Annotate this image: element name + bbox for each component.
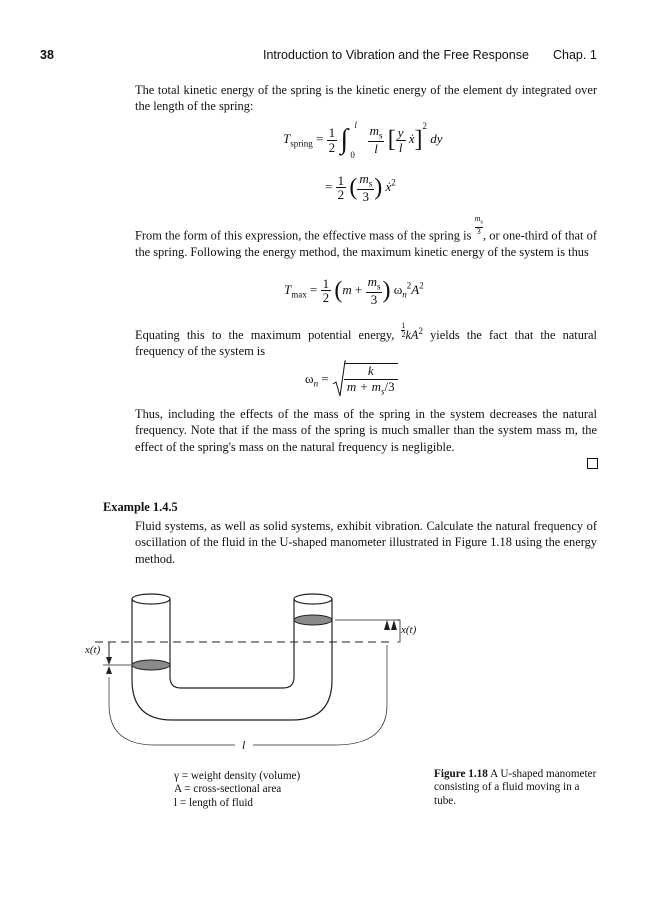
paragraph-potential-energy: Equating this to the maximum potential energy, $\frac{1}{2}$ $kA^2$ yields the fact that the natural frequency of the system is — [135, 321, 597, 359]
left-tube-opening — [132, 594, 170, 604]
tube-inner-wall — [170, 599, 294, 688]
right-arrow-head-up-2 — [391, 620, 397, 630]
running-title: Introduction to Vibration and the Free Response — [263, 48, 529, 62]
equation-t-spring: $T_{spring}$ = $\frac{1}{2}$ ∫ l 0 $\frac{m_s}{l}$ [ $\frac{y}{l}$ ẋ]$^2$ dy — [283, 120, 443, 161]
length-label: l — [242, 738, 246, 752]
left-fluid-surface — [132, 660, 170, 670]
eq1-integral: ∫ l 0 — [340, 120, 357, 161]
equation-natural-frequency: $\omega_n$ = $\frac{k}{m + m_s/3}$ — [305, 360, 398, 400]
paragraph-effective-mass: From the form of this expression, the effective mass of the spring is $\frac{m_s}{3}$ , or one-third of that of the spring. Following the energy method, the maximum kinetic energy of the system is thus — [135, 214, 597, 259]
eq1-half: $\frac{1}{2}$ — [328, 124, 336, 155]
legend-gamma: γ = weight density (volume) — [174, 770, 301, 782]
end-of-example-square — [587, 458, 598, 469]
paragraph-conclusion: Thus, including the effects of the mass of the spring in the system decreases the natural frequency. Note that if the mass of the spring is much smaller than the system mass m, the effect of the spring's mass on the natural frequency is negligible. — [135, 407, 597, 454]
eq1-ms-over-l: $\frac{m_s}{l}$ — [369, 123, 383, 157]
figure-caption-text: A U-shaped manometer consisting of a fluid moving in a tube. — [434, 768, 597, 807]
length-line-right — [253, 645, 387, 745]
chapter-label: Chap. 1 — [553, 48, 597, 62]
paragraph-kinetic-energy: The total kinetic energy of the spring is the kinetic energy of the element dy integrated over the length of the spring: — [135, 83, 597, 114]
u-tube-manometer-figure — [95, 585, 435, 760]
eq1-dy: dy — [430, 131, 443, 146]
left-arrow-head-up — [106, 666, 112, 674]
example-title: Example 1.4.5 — [103, 500, 178, 514]
figure-caption — [434, 768, 599, 808]
right-tube-opening — [294, 594, 332, 604]
left-arrow-head-down — [106, 657, 112, 665]
example-text: Fluid systems, as well as solid systems, exhibit vibration. Calculate the natural frequency of oscillation of the fluid in the U-shaped manometer illustrated in Figure 1.18 using the energy method. — [135, 519, 597, 566]
right-arrow-head-up-1 — [384, 620, 390, 630]
figure-legend — [174, 770, 300, 810]
left-displacement-label: x(t) — [85, 644, 101, 656]
legend-area: A = cross-sectional area — [174, 783, 282, 796]
page-number: 38 — [40, 48, 54, 62]
right-displacement-label: x(t) — [401, 624, 417, 636]
eq1-xdot: ẋ — [408, 131, 415, 146]
figure-caption-label: Figure 1.18 — [434, 768, 488, 780]
eq1-lhs: T — [283, 131, 291, 146]
length-line-left — [109, 677, 235, 745]
eq1-lhs-sub: spring — [290, 138, 313, 149]
equation-t-max: $T_{max}$ = $\frac{1}{2}$ (m + $\frac{m_s}{3}$ ) $\omega_n^2A^2$ — [284, 274, 424, 308]
eq1-y-over-l: $\frac{y}{l}$ — [397, 124, 404, 155]
right-fluid-surface — [294, 615, 332, 625]
equation-t-spring-result: = $\frac{1}{2}$ ( $\frac{m_s}{3}$ ) ẋ$^2$ — [325, 171, 396, 205]
legend-length: l = length of fluid — [174, 796, 254, 809]
right-dimension-bracket — [397, 620, 400, 642]
